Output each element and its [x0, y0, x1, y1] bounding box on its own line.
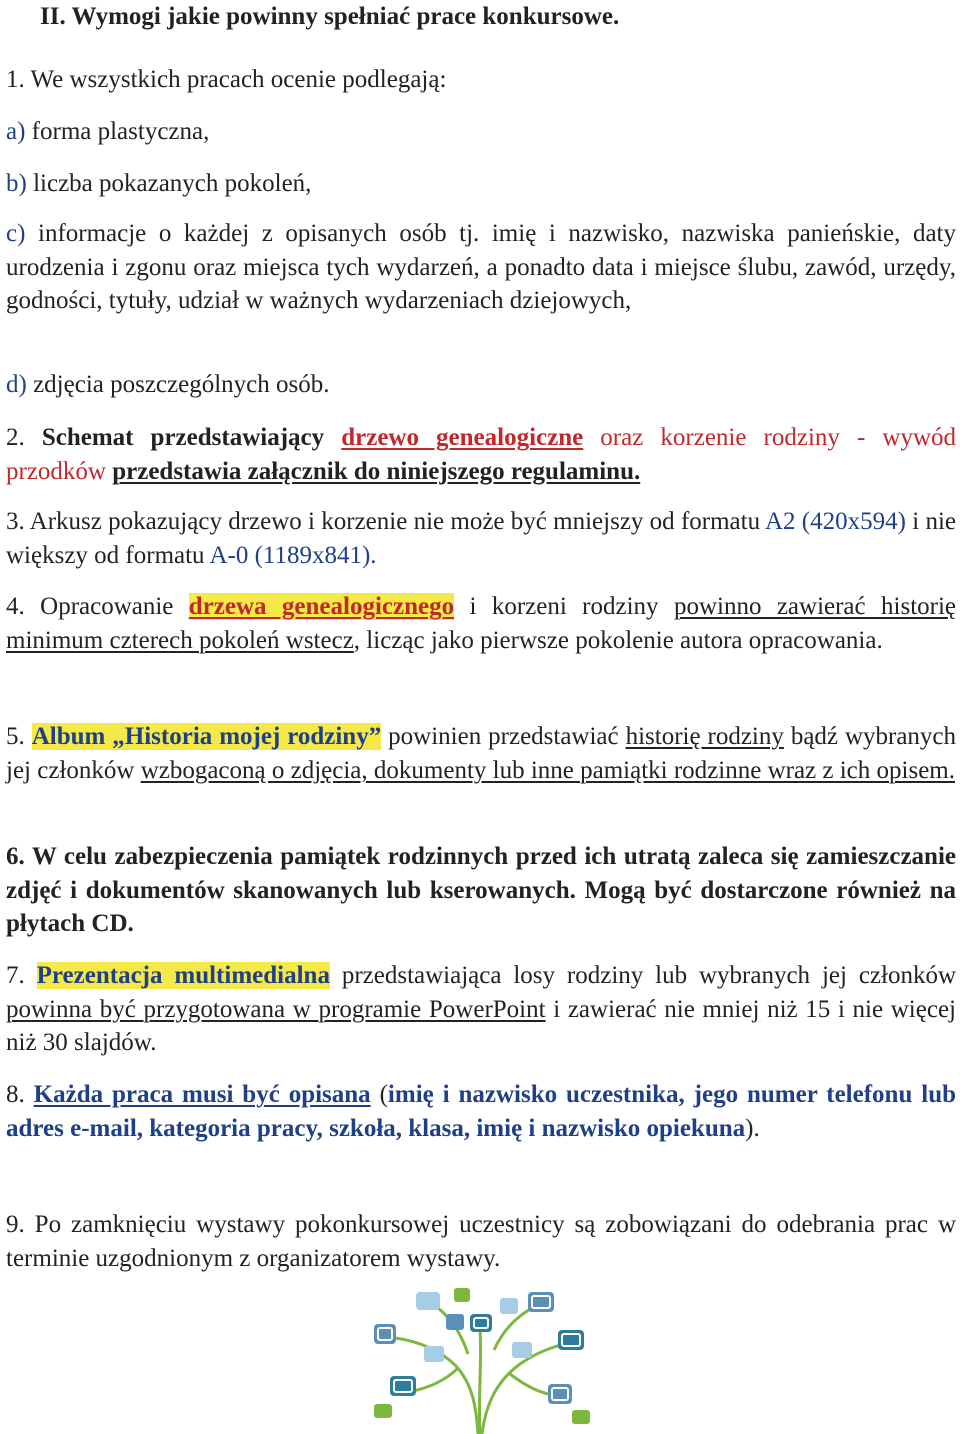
item-4-text-5: , licząc jako pierwsze pokolenie autora opracowania.	[353, 626, 883, 654]
item-3-text-4: A-0 (1189x841).	[209, 541, 377, 569]
item-1b-text: liczba pokazanych pokoleń,	[26, 170, 312, 197]
family-tree-logo	[360, 1284, 600, 1434]
item-5	[6, 720, 956, 787]
item-4-text-1: Opracowanie	[24, 593, 189, 620]
item-1d-text: zdjęcia poszczególnych osób.	[26, 371, 330, 398]
item-7-text-2: przedstawiająca losy rodziny lub wybranych jej członków	[329, 962, 957, 989]
item-2-text-3: oraz korzenie rodziny - wywód przodków	[6, 424, 956, 485]
item-2-number: 2.	[6, 424, 25, 451]
item-3-text-3: i nie większy od formatu	[6, 508, 956, 569]
item-8	[6, 1078, 956, 1145]
item-1a-letter: a)	[6, 118, 26, 145]
item-1c-letter: c)	[6, 220, 26, 247]
item-2-text-4: przedstawia załącznik do niniejszego regulaminu.	[112, 457, 641, 485]
item-1-intro: 1. We wszystkich pracach ocenie podlegają:	[6, 66, 447, 93]
item-8-text-3: imię i nazwisko uczestnika, jego numer telefonu lub adres e-mail, kategoria pracy, szkoła, klasa, imię i nazwisko opiekuna	[6, 1081, 957, 1142]
item-1c-text: informacje o każdej z opisanych osób tj. imię i nazwisko, nazwiska panieńskie, daty urodzenia i zgonu oraz miejsca tych wydarzeń, a ponadto data i miejsce ślubu, zawód, urzędy, godności, tytuły, udział w ważnych wydarzeniach dziejowych,	[6, 220, 956, 314]
item-1b	[6, 167, 956, 201]
item-5-text-2: powinien przedstawiać	[381, 723, 626, 750]
item-5-number: 5.	[6, 723, 25, 750]
item-5-text-3: historię rodziny	[625, 723, 784, 750]
item-2-text-2: drzewo genealogiczne	[341, 424, 584, 451]
item-4-text-3: i korzeni rodziny	[454, 593, 674, 620]
item-2	[6, 421, 956, 488]
item-1c	[6, 217, 956, 318]
item-5-text-1: Album „Historia mojej rodziny”	[31, 723, 382, 750]
item-7	[6, 959, 956, 1060]
item-5-text-5: wzbogaconą o zdjęcia, dokumenty lub inne pamiątki rodzinne wraz z ich opisem.	[140, 756, 955, 784]
section-heading: II. Wymogi jakie powinny spełniać prace konkursowe.	[40, 3, 620, 30]
item-2-text-1: Schemat przedstawiający	[41, 424, 325, 451]
item-1a-text: forma plastyczna,	[25, 118, 210, 145]
item-3	[6, 505, 956, 572]
item-8-text-4: ).	[745, 1114, 760, 1142]
item-7-text-3: powinna być przygotowana w programie PowerPoint	[6, 995, 546, 1023]
item-1b-letter: b)	[6, 170, 27, 197]
item-4	[6, 590, 956, 657]
item-7-text-1: Prezentacja multimedialna	[36, 962, 330, 989]
item-1d	[6, 368, 956, 402]
item-1d-letter: d)	[6, 371, 27, 398]
item-4-text-4: powinno zawierać historię minimum czterech pokoleń wstecz	[6, 593, 957, 654]
item-7-text-4: i zawierać nie mniej niż 15 i nie więcej niż 30 slajdów.	[6, 995, 956, 1056]
item-8-text-1: Każda praca musi być opisana	[33, 1081, 371, 1108]
item-9: 9. Po zamknięciu wystawy pokonkursowej uczestnicy są zobowiązani do odebrania prac w terminie uzgodnionym z organizatorem wystawy.	[6, 1211, 956, 1272]
item-6: 6. W celu zabezpieczenia pamiątek rodzinnych przed ich utratą zaleca się zamieszczanie zdjęć i dokumentów skanowanych lub kserowanych. Mogą być dostarczone również na płytach CD.	[6, 843, 956, 937]
item-5-text-4: bądź wybranych jej członków	[6, 723, 957, 784]
item-8-text-2: (	[379, 1081, 388, 1108]
item-7-number: 7.	[6, 962, 25, 989]
item-4-number: 4.	[6, 593, 25, 620]
item-3-number: 3.	[6, 508, 25, 535]
item-8-number: 8.	[6, 1081, 25, 1108]
item-1a	[6, 115, 956, 149]
item-4-text-2: drzewa genealogicznego	[188, 593, 455, 620]
item-3-text-2: A2 (420x594)	[764, 508, 906, 535]
item-3-text-1: Arkusz pokazujący drzewo i korzenie nie może być mniejszy od formatu	[24, 508, 765, 535]
